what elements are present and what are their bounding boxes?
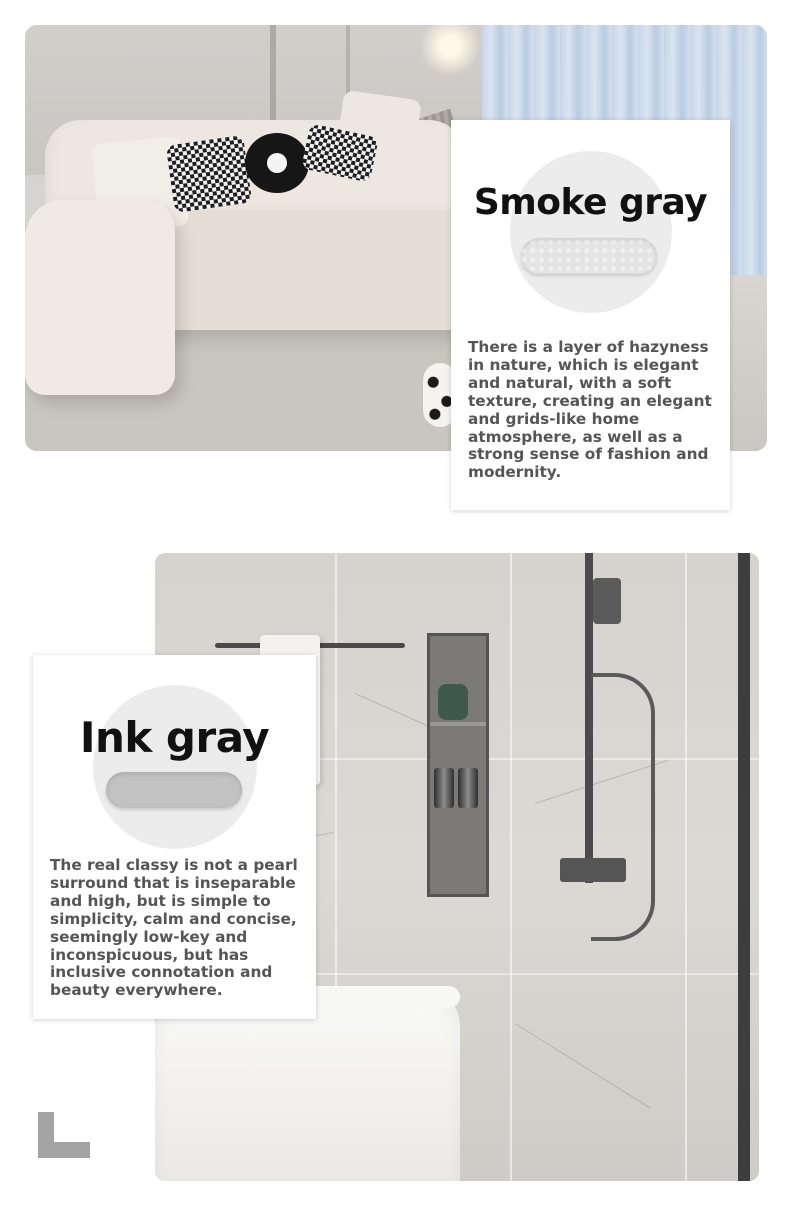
marble-vein bbox=[515, 1023, 651, 1109]
smoke-gray-swatch bbox=[521, 238, 657, 274]
shower-valve bbox=[560, 858, 626, 882]
niche-shelf bbox=[430, 722, 486, 726]
ink-gray-title: Ink gray bbox=[79, 713, 270, 762]
tile-joint bbox=[510, 553, 512, 1181]
tile-joint bbox=[685, 553, 687, 1181]
bottle bbox=[438, 684, 468, 720]
swatch-backdrop-circle bbox=[510, 151, 672, 313]
ink-gray-card bbox=[33, 655, 316, 1019]
shower-head bbox=[593, 578, 621, 624]
wall-niche bbox=[427, 633, 489, 897]
glass-door-edge bbox=[738, 553, 750, 1181]
jar bbox=[434, 768, 454, 808]
mark-horizontal bbox=[38, 1142, 90, 1158]
ink-gray-description: The real classy is not a pearl surround that is inseparable and high, but is simple to simplicity, calm and concise, seemingly low-key and inconspicuous, but has inclusive connotation and beauty everywhere. bbox=[50, 856, 298, 1000]
smoke-gray-title: Smoke gray bbox=[473, 182, 708, 223]
shower-hose bbox=[591, 673, 655, 941]
smoke-gray-description: There is a layer of hazyness in nature, which is elegant and natural, with a soft texture, creating an elegant and grids-like home atmosphere, as well as a strong sense of fashion and modernity. bbox=[468, 338, 712, 482]
ink-gray-swatch bbox=[106, 772, 242, 808]
sofa-arm bbox=[25, 200, 175, 395]
sofa-seat bbox=[145, 210, 475, 330]
smoke-gray-card bbox=[451, 120, 730, 510]
jar bbox=[458, 768, 478, 808]
flower-pillow bbox=[245, 133, 309, 193]
houndstooth-pillow bbox=[166, 135, 253, 213]
l-shape-mark-icon bbox=[38, 1112, 90, 1158]
swatch-backdrop-circle bbox=[93, 685, 257, 849]
